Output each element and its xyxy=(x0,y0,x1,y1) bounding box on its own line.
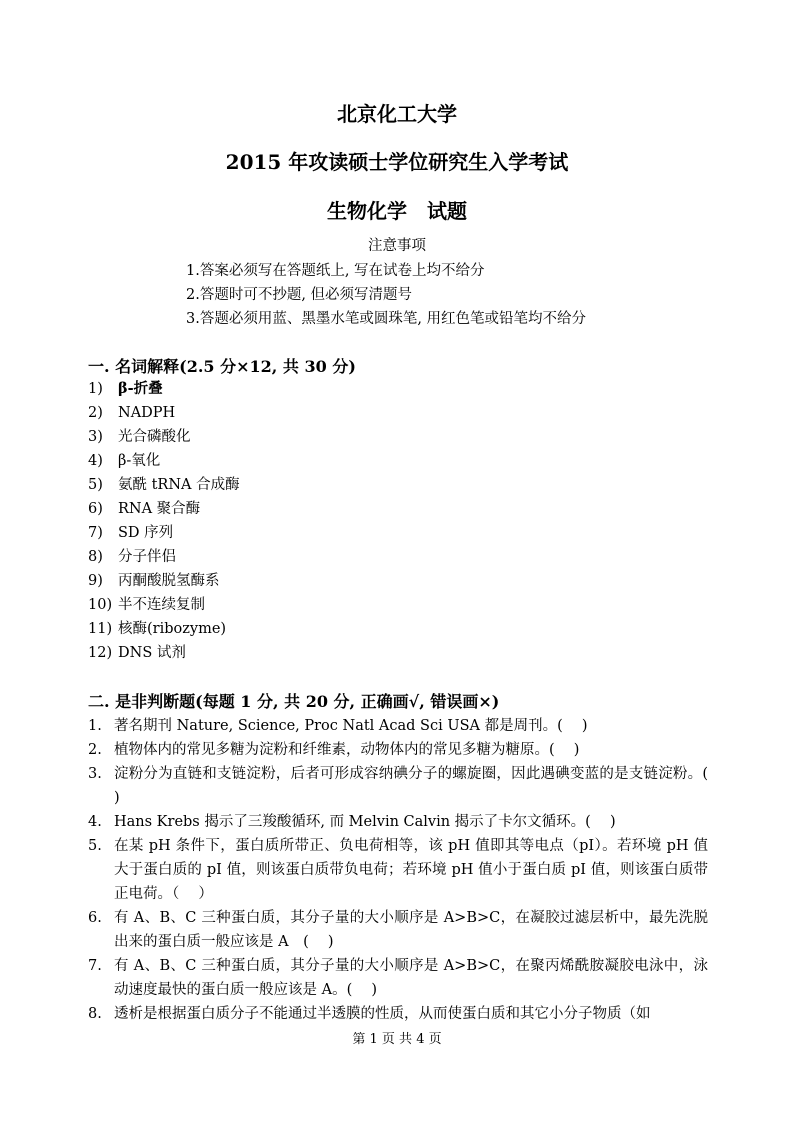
term-number: 10) xyxy=(88,597,113,613)
term-number: 5) xyxy=(88,477,103,493)
question-text: Hans Krebs 揭示了三羧酸循环, 而 Melvin Calvin 揭示了卡尔文循环。( ) xyxy=(114,814,616,830)
term-item xyxy=(88,595,205,615)
question-item xyxy=(88,810,708,834)
exam-title: 2015 年攻读硕士学位研究生入学考试 xyxy=(225,150,569,174)
term-text: 核酶(ribozyme) xyxy=(118,621,227,637)
question-number: 7. xyxy=(88,958,102,974)
term-text: DNS 试剂 xyxy=(118,645,186,661)
question-item xyxy=(88,762,728,810)
school-title: 北京化工大学 xyxy=(337,102,457,126)
notice-item: 3.答题必须用蓝、黑墨水笔或圆珠笔, 用红色笔或铅笔均不给分 xyxy=(186,311,587,327)
term-item xyxy=(88,403,175,423)
term-text: NADPH xyxy=(118,405,176,421)
question-text: 透析是根据蛋白质分子不能通过半透膜的性质，从而使蛋白质和其它小分子物质（如 xyxy=(114,1006,651,1022)
term-item xyxy=(88,451,160,471)
term-number: 2) xyxy=(88,405,103,421)
term-number: 8) xyxy=(88,549,103,565)
question-text: 著名期刊 Nature, Science, Proc Natl Acad Sci USA 都是周刊。( ) xyxy=(114,718,588,734)
term-text: RNA 聚合酶 xyxy=(118,501,201,517)
term-text: β-折叠 xyxy=(118,380,163,397)
question-number: 2. xyxy=(88,742,102,758)
question-item xyxy=(88,714,708,738)
question-item xyxy=(88,1002,708,1026)
term-text: 氨酰 tRNA 合成酶 xyxy=(118,477,240,493)
subject-title: 生物化学 试题 xyxy=(327,199,467,223)
term-item xyxy=(88,427,191,447)
question-item xyxy=(88,954,708,1002)
term-text: 分子伴侣 xyxy=(118,549,176,565)
question-text: 淀粉分为直链和支链淀粉，后者可形成容纳碘分子的螺旋圈，因此遇碘变蓝的是支链淀粉。( ) xyxy=(114,766,728,806)
term-item xyxy=(88,643,186,663)
question-number: 5. xyxy=(88,838,102,854)
notice-item: 2.答题时可不抄题, 但必须写清题号 xyxy=(186,287,413,303)
question-number: 6. xyxy=(88,910,102,926)
term-text: β-氧化 xyxy=(118,453,161,469)
notice-item: 1.答案必须写在答题纸上, 写在试卷上均不给分 xyxy=(186,263,485,279)
term-item xyxy=(88,619,226,639)
term-text: 光合磷酸化 xyxy=(118,429,191,445)
term-text: 丙酮酸脱氢酶系 xyxy=(118,573,220,589)
term-number: 9) xyxy=(88,573,103,589)
question-item xyxy=(88,738,708,762)
term-number: 11) xyxy=(88,621,113,637)
section-title: 二. 是非判断题(每题 1 分, 共 20 分, 正确画√, 错误画×) xyxy=(88,692,500,711)
question-text: 有 A、B、C 三种蛋白质，其分子量的大小顺序是 A>B>C，在凝胶过滤层析中，最先洗脱出来的蛋白质一般应该是 A ( ) xyxy=(114,910,708,950)
term-number: 4) xyxy=(88,453,103,469)
term-number: 7) xyxy=(88,525,103,541)
term-item xyxy=(88,571,220,591)
question-item xyxy=(88,906,708,954)
term-text: 半不连续复制 xyxy=(118,597,205,613)
section-title: 一. 名词解释(2.5 分×12, 共 30 分) xyxy=(88,357,356,376)
question-number: 4. xyxy=(88,814,102,830)
term-item xyxy=(88,475,240,495)
page-footer: 第 1 页 共 4 页 xyxy=(352,1032,442,1047)
question-text: 有 A、B、C 三种蛋白质，其分子量的大小顺序是 A>B>C，在聚丙烯酰胺凝胶电泳中，泳动速度最快的蛋白质一般应该是 A。( ) xyxy=(114,958,708,998)
term-item xyxy=(88,379,163,399)
question-number: 3. xyxy=(88,766,102,782)
notice-title: 注意事项 xyxy=(368,238,426,254)
question-text: 植物体内的常见多糖为淀粉和纤维素，动物体内的常见多糖为糖原。( ) xyxy=(114,742,580,758)
term-item xyxy=(88,523,173,543)
term-number: 6) xyxy=(88,501,103,517)
question-number: 1. xyxy=(88,718,102,734)
question-number: 8. xyxy=(88,1006,102,1022)
question-item xyxy=(88,834,708,906)
term-item xyxy=(88,499,200,519)
question-text: 在某 pH 条件下，蛋白质所带正、负电荷相等，该 pH 值即其等电点（pI）。若环境 pH 值大于蛋白质的 pI 值，则该蛋白质带负电荷；若环境 pH 值小于蛋白质 pI 值，则该蛋白质带正电荷。（ ） xyxy=(114,838,708,902)
term-item xyxy=(88,547,176,567)
term-number: 12) xyxy=(88,645,113,661)
term-number: 1) xyxy=(88,381,103,397)
term-number: 3) xyxy=(88,429,103,445)
term-text: SD 序列 xyxy=(118,525,174,541)
